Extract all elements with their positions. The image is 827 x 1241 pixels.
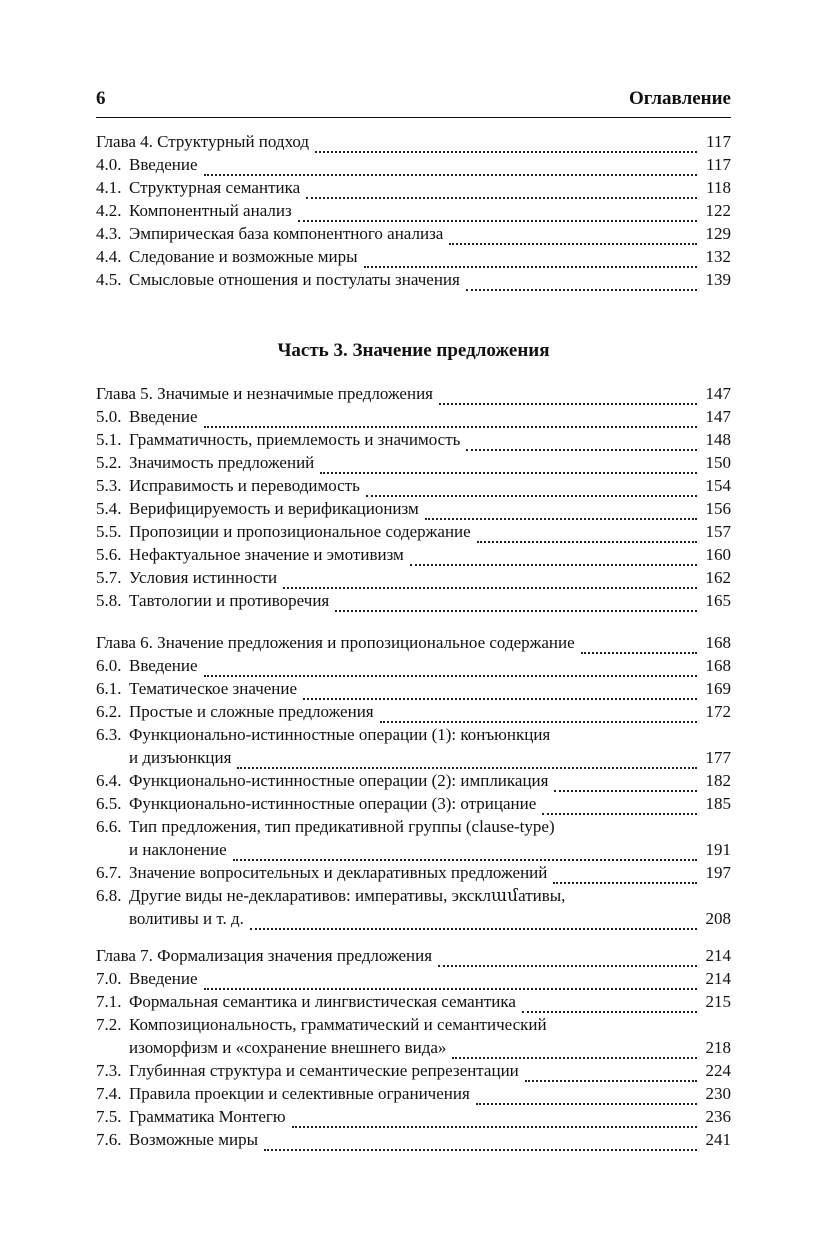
toc-entry[interactable]: 6.5. Функционально-истинностные операции (3): отрицание 185 [96,794,731,813]
toc-entry[interactable]: 6.6. Тип предложения, тип предикативной группы (clause-type) [96,817,555,836]
toc-entry[interactable]: 5.4. Верифицируемость и верификационизм 156 [96,499,731,518]
toc-entry[interactable]: 7.3. Глубинная структура и семантические репрезентации 224 [96,1061,731,1080]
toc-entry[interactable]: 5.2. Значимость предложений 150 [96,453,731,472]
toc-entry[interactable]: 6.2. Простые и сложные предложения 172 [96,702,731,721]
toc-entry[interactable]: 7.5. Грамматика Монтегю 236 [96,1107,731,1126]
toc-chapter-heading[interactable]: Глава 6. Значение предложения и пропозициональное содержание 168 [96,633,731,652]
running-header [96,88,731,110]
toc-entry[interactable]: 4.3. Эмпирическая база компонентного анализа 129 [96,224,731,243]
toc-entry[interactable]: 4.5. Смысловые отношения и постулаты значения 139 [96,270,731,289]
toc-entry[interactable]: 4.1. Структурная семантика 118 [96,178,731,197]
toc-entry-continuation[interactable]: изоморфизм и «сохранение внешнего вида» 218 [129,1038,731,1057]
toc-entry[interactable]: 5.1. Грамматичность, приемлемость и значимость 148 [96,430,731,449]
part-title: Часть 3. Значение предложения [277,340,550,361]
toc-entry-continuation[interactable]: и дизъюнкция 177 [129,748,731,767]
toc-entry[interactable]: 5.5. Пропозиции и пропозициональное содержание 157 [96,522,731,541]
page-number: 6 [96,88,106,109]
toc-entry[interactable]: 7.4. Правила проекции и селективные ограничения 230 [96,1084,731,1103]
toc-entry[interactable]: 7.2. Композициональность, грамматический и семантический [96,1015,547,1034]
toc-entry-continuation[interactable]: волитивы и т. д. 208 [129,909,731,928]
toc-chapter-heading[interactable]: Глава 7. Формализация значения предложения 214 [96,946,731,965]
toc-entry[interactable]: 6.7. Значение вопросительных и декларативных предложений 197 [96,863,731,882]
toc-entry-continuation[interactable]: и наклонение 191 [129,840,731,859]
toc-entry[interactable]: 6.0. Введение 168 [96,656,731,675]
running-title: Оглавление [628,88,731,109]
toc-entry[interactable]: 5.6. Нефактуальное значение и эмотивизм 160 [96,545,731,564]
toc-entry[interactable]: 6.8. Другие виды не-декларативов: императивы, эксклամативы, [96,886,566,905]
toc-entry[interactable]: 5.8. Тавтологии и противоречия 165 [96,591,731,610]
toc-entry[interactable]: 4.2. Компонентный анализ 122 [96,201,731,220]
toc-chapter-7 [96,944,731,1151]
toc-entry[interactable]: 5.7. Условия истинности 162 [96,568,731,587]
header-rule [96,117,731,118]
toc-entry[interactable]: 7.1. Формальная семантика и лингвистическая семантика 215 [96,992,731,1011]
toc-entry[interactable]: 6.1. Тематическое значение 169 [96,679,731,698]
toc-chapter-heading[interactable]: Глава 4. Структурный подход 117 [96,132,731,151]
toc-chapter-heading[interactable]: Глава 5. Значимые и незначимые предложения 147 [96,384,731,403]
toc-chapter-4 [96,130,731,291]
toc-entry[interactable]: 4.4. Следование и возможные миры 132 [96,247,731,266]
toc-entry[interactable]: 7.0. Введение 214 [96,969,731,988]
toc-chapter-5 [96,382,731,612]
toc-entry[interactable]: 4.0. Введение 117 [96,155,731,174]
toc-entry[interactable]: 7.6. Возможные миры 241 [96,1130,731,1149]
toc-entry[interactable]: 6.3. Функционально-истинностные операции (1): конъюнкция [96,725,551,744]
toc-entry[interactable]: 5.3. Исправимость и переводимость 154 [96,476,731,495]
toc-entry[interactable]: 5.0. Введение 147 [96,407,731,426]
toc-entry[interactable]: 6.4. Функционально-истинностные операции (2): импликация 182 [96,771,731,790]
toc-chapter-6 [96,631,731,930]
